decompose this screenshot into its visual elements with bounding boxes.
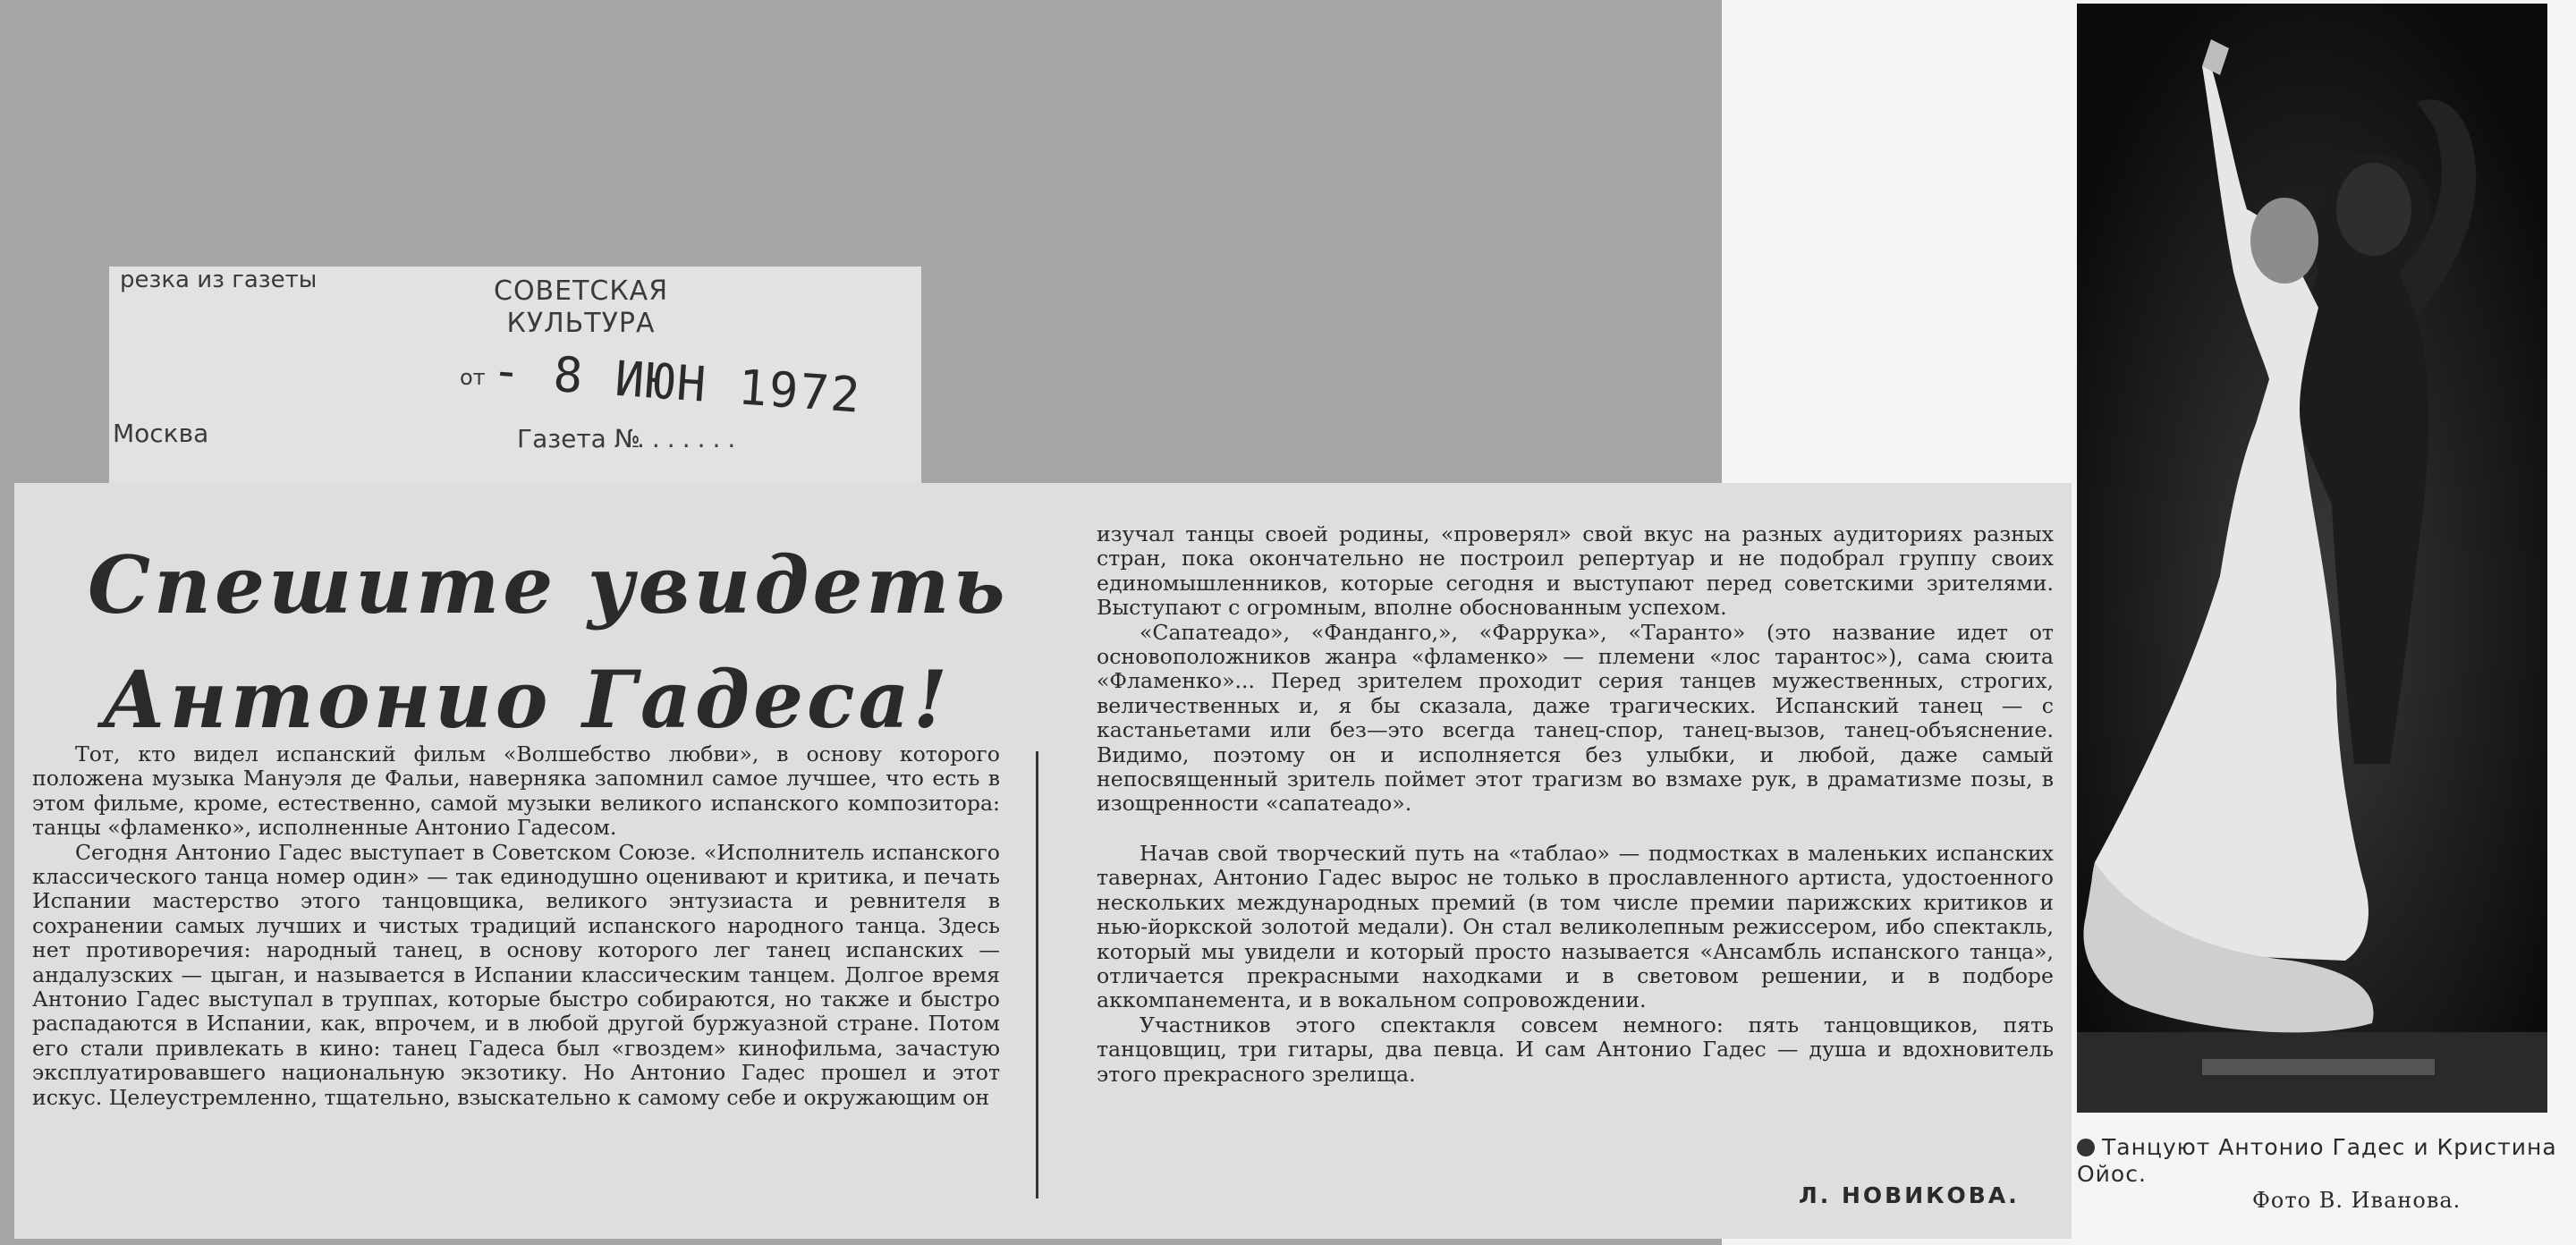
label-gazette-dots: ....... bbox=[637, 424, 743, 453]
caption-text: Танцуют Антонио Гадес и Кристина Ойос. bbox=[2077, 1134, 2557, 1187]
paragraph: изучал танцы своей родины, «проверял» свой вкус на разных аудиториях разных стран, пока окончательно не построил репертуар и не подобрал группу своих единомышленников, которые сегодня и выступают перед советскими зрителями. Выступают с огромным, вполне обоснованным успехом. bbox=[1097, 521, 2054, 621]
article-column-right bbox=[1097, 522, 2054, 1087]
column-divider bbox=[1036, 751, 1038, 1198]
caption-bullet-icon bbox=[2077, 1139, 2095, 1156]
photo-caption bbox=[2077, 1134, 2560, 1188]
headline-line-2: Антонио Гадеса! bbox=[102, 653, 952, 746]
dancers-photo bbox=[2077, 4, 2547, 1113]
label-city: Москва bbox=[113, 419, 209, 448]
label-newspaper bbox=[494, 275, 668, 340]
label-source: резка из газеты bbox=[120, 267, 318, 293]
dancers-illustration bbox=[2077, 4, 2547, 1113]
article-clipping bbox=[14, 483, 2072, 1239]
label-date-stamp: - 8 ИЮН 1972 bbox=[489, 342, 864, 424]
paragraph: «Сапатеадо», «Фанданго,», «Фаррука», «Таранто» (это название идет от основоположников жанра «фламенко» — племени «лос тарантос»), сама сюита «Фламенко»... Перед зрителем проходит серия танцев мужественных, строгих, величественных и, я бы сказала, даже трагических. Испанский танец — с кастаньетами или без—это всегда танец-спор, танец-вызов, танец-объяснение. Видимо, поэтому он и исполняется без улыбки, и любой, даже самый непосвященный зритель поймет этот трагизм во взмахе рук, в драматизме позы, в изощренности «сапатеадо». bbox=[1097, 619, 2054, 817]
clipping-label bbox=[109, 267, 921, 501]
photo-credit: Фото В. Иванова. bbox=[2252, 1188, 2462, 1213]
paragraph: Начав свой творческий путь на «таблао» — подмостках в маленьких испанских тавернах, Антонио Гадес вырос не только в прославленного артиста, удостоенного нескольких международных премий (в том числе премии парижских критиков и нью-йоркской золотой медали). Он стал великолепным режиссером, ибо спектакль, который мы увидели и который просто называется «Ансамбль испанского танца», отличается прекрасными находками и в световом решении, и в подборе аккомпанемента, и в вокальном сопровождении. bbox=[1097, 840, 2054, 1013]
label-gazette-number: Газета № bbox=[517, 424, 640, 453]
label-newspaper-line2: КУЛЬТУРА bbox=[506, 308, 656, 339]
headline-line-1: Спешите увидеть bbox=[88, 538, 1009, 631]
author-signature: Л. НОВИКОВА. bbox=[1799, 1182, 2020, 1208]
article-column-left bbox=[32, 742, 1000, 1110]
label-from: от bbox=[460, 365, 486, 390]
article-headline bbox=[88, 528, 1009, 757]
paragraph: Тот, кто видел испанский фильм «Волшебство любви», в основу которого положена музыка Мануэля де Фальи, наверняка запомнил самое лучшее, что есть в этом фильме, кроме, естественно, самой музыки великого испанского композитора: танцы «фламенко», исполненные Антонио Гадесом. bbox=[32, 741, 1000, 841]
paragraph: Сегодня Антонио Гадес выступает в Советском Союзе. «Исполнитель испанского классического танца номер один» — так единодушно оценивают и критика, и печать Испании мастерство этого танцовщика, великого энтузиаста и ревнителя в сохранении самых лучших и чистых традиций испанского народного танца. Здесь нет противоречия: народный танец, в основу которого лег танец испанских — андалузских — цыган, и называется в Испании классическим танцем. Долгое время Антонио Гадес выступал в труппах, которые быстро собираются, но также и быстро распадаются в Испании, как, впрочем, и в любой другой буржуазной стране. Потом его стали привлекать в кино: танец Гадеса был «гвоздем» кинофильма, зачастую эксплуатировавшего национальную экзотику. Но Антонио Гадес прошел и этот искус. Целеустремленно, тщательно, взыскательно к самому себе и окружающим он bbox=[32, 839, 1000, 1110]
paragraph: Участников этого спектакля совсем немного: пять танцовщиков, пять танцовщиц, три гитары, два певца. И сам Антонио Гадес — душа и вдохновитель этого прекрасного зрелища. bbox=[1097, 1012, 2054, 1087]
label-newspaper-line1: СОВЕТСКАЯ bbox=[494, 275, 669, 307]
